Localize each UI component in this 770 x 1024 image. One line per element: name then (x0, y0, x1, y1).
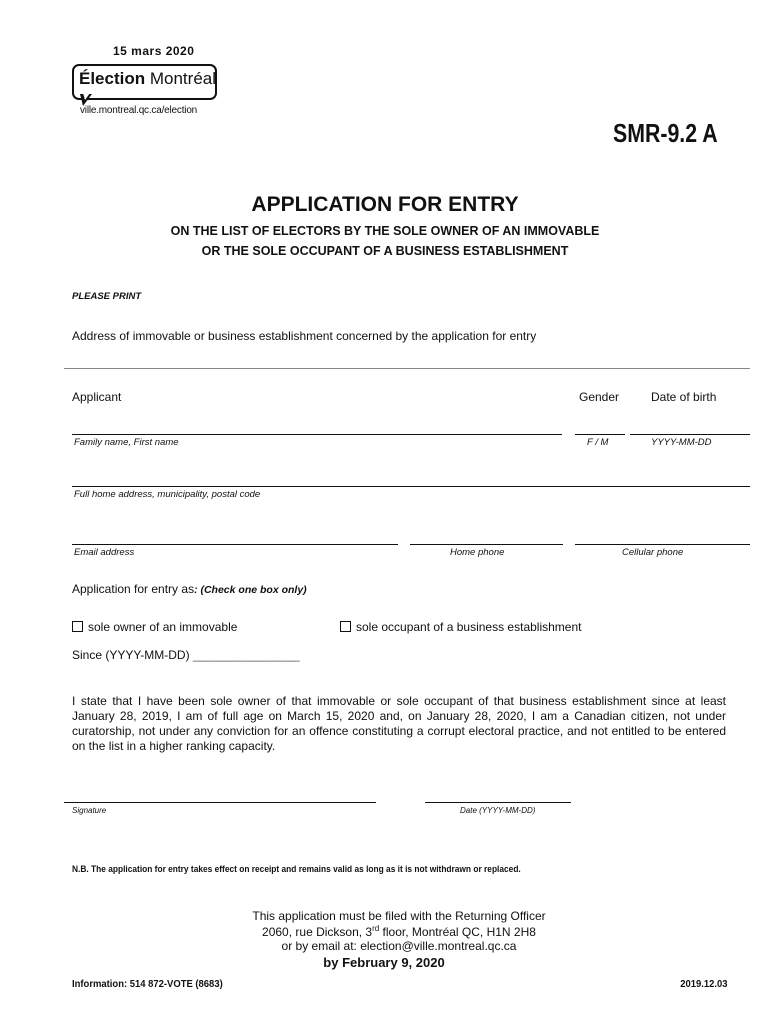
election-montreal-logo (79, 69, 216, 89)
address-concerned-field[interactable] (64, 368, 750, 369)
email-hint: Email address (74, 547, 135, 558)
home-phone-field[interactable] (410, 544, 563, 545)
gender-label: Gender (579, 390, 620, 404)
home-address-hint: Full home address, municipality, postal code (74, 489, 261, 500)
signature-hint: Signature (72, 806, 107, 815)
cell-phone-hint: Cellular phone (622, 547, 684, 558)
filing-line3: or by email at: election@ville.montreal.qc.ca (281, 939, 517, 953)
dob-label: Date of birth (651, 390, 717, 404)
sole-owner-label: sole owner of an immovable (88, 620, 238, 634)
name-hint: Family name, First name (74, 437, 179, 448)
date-hint: Date (YYYY-MM-DD) (460, 806, 536, 815)
logo-url: ville.montreal.qc.ca/election (80, 105, 198, 116)
filing-line2 (14, 924, 770, 939)
since-label: Since (YYYY-MM-DD) (72, 648, 190, 662)
entry-as-instruction: : (Check one box only) (194, 584, 307, 596)
sole-occupant-checkbox[interactable] (340, 621, 351, 632)
applicant-label: Applicant (72, 390, 122, 404)
gender-hint: F / M (587, 437, 609, 448)
form-subtitle-line1: ON THE LIST OF ELECTORS BY THE SOLE OWNER OF AN IMMOVABLE (170, 224, 600, 238)
option-sole-occupant[interactable] (340, 620, 581, 634)
home-phone-hint: Home phone (450, 547, 505, 558)
form-title: APPLICATION FOR ENTRY (251, 193, 519, 216)
option-sole-owner[interactable] (72, 620, 237, 634)
filing-address-pre: 2060, rue Dickson, 3 (262, 925, 373, 939)
logo-light-text: Montréal (149, 69, 216, 88)
revision-date: 2019.12.03 (680, 978, 728, 990)
signature-field[interactable] (64, 802, 376, 803)
sole-owner-checkbox[interactable] (72, 621, 83, 632)
header-date: 15 mars 2020 (113, 44, 195, 58)
filing-address-post: floor, Montréal QC, H1N 2H8 (379, 925, 536, 939)
dob-field[interactable] (630, 434, 750, 435)
filing-line1: This application must be filed with the Returning Officer (252, 909, 546, 923)
form-code: SMR-9.2 A (613, 118, 718, 148)
cell-phone-field[interactable] (575, 544, 750, 545)
form-subtitle-line2: OR THE SOLE OCCUPANT OF A BUSINESS ESTABLISHMENT (201, 244, 569, 258)
declaration-statement: I state that I have been sole owner of that immovable or sole occupant of that business establishment since at least January 28, 2019, I am of full age on March 15, 2020 and, on January 28, 2020, I am a Canadian citizen, not under curatorship, not under any conviction for an offence constituting a corrupt electoral practice, and not entitled to be entered on the list in a higher ranking capacity. (72, 694, 726, 753)
filing-address-sup: rd (372, 924, 380, 933)
date-field[interactable] (425, 802, 571, 803)
info-phone: Information: 514 872-VOTE (8683) (72, 978, 223, 990)
logo-speech-tail-inner (83, 93, 90, 100)
since-row (72, 648, 300, 662)
please-print-note: PLEASE PRINT (72, 291, 142, 302)
filing-deadline: by February 9, 2020 (323, 955, 445, 970)
since-field[interactable]: ________________ (192, 648, 300, 662)
name-field[interactable] (72, 434, 562, 435)
nb-note: N.B. The application for entry takes effect on receipt and remains valid as long as it is not withdrawn or replaced. (72, 864, 521, 875)
entry-as-text: Application for entry as (72, 582, 195, 596)
email-field[interactable] (72, 544, 398, 545)
address-concerned-label: Address of immovable or business establishment concerned by the application for entry (72, 329, 537, 343)
sole-occupant-label: sole occupant of a business establishment (356, 620, 582, 634)
logo-bold-text: Élection (79, 69, 146, 88)
entry-as-label (72, 582, 307, 596)
dob-hint: YYYY-MM-DD (651, 437, 712, 448)
home-address-field[interactable] (72, 486, 750, 487)
gender-field[interactable] (575, 434, 625, 435)
